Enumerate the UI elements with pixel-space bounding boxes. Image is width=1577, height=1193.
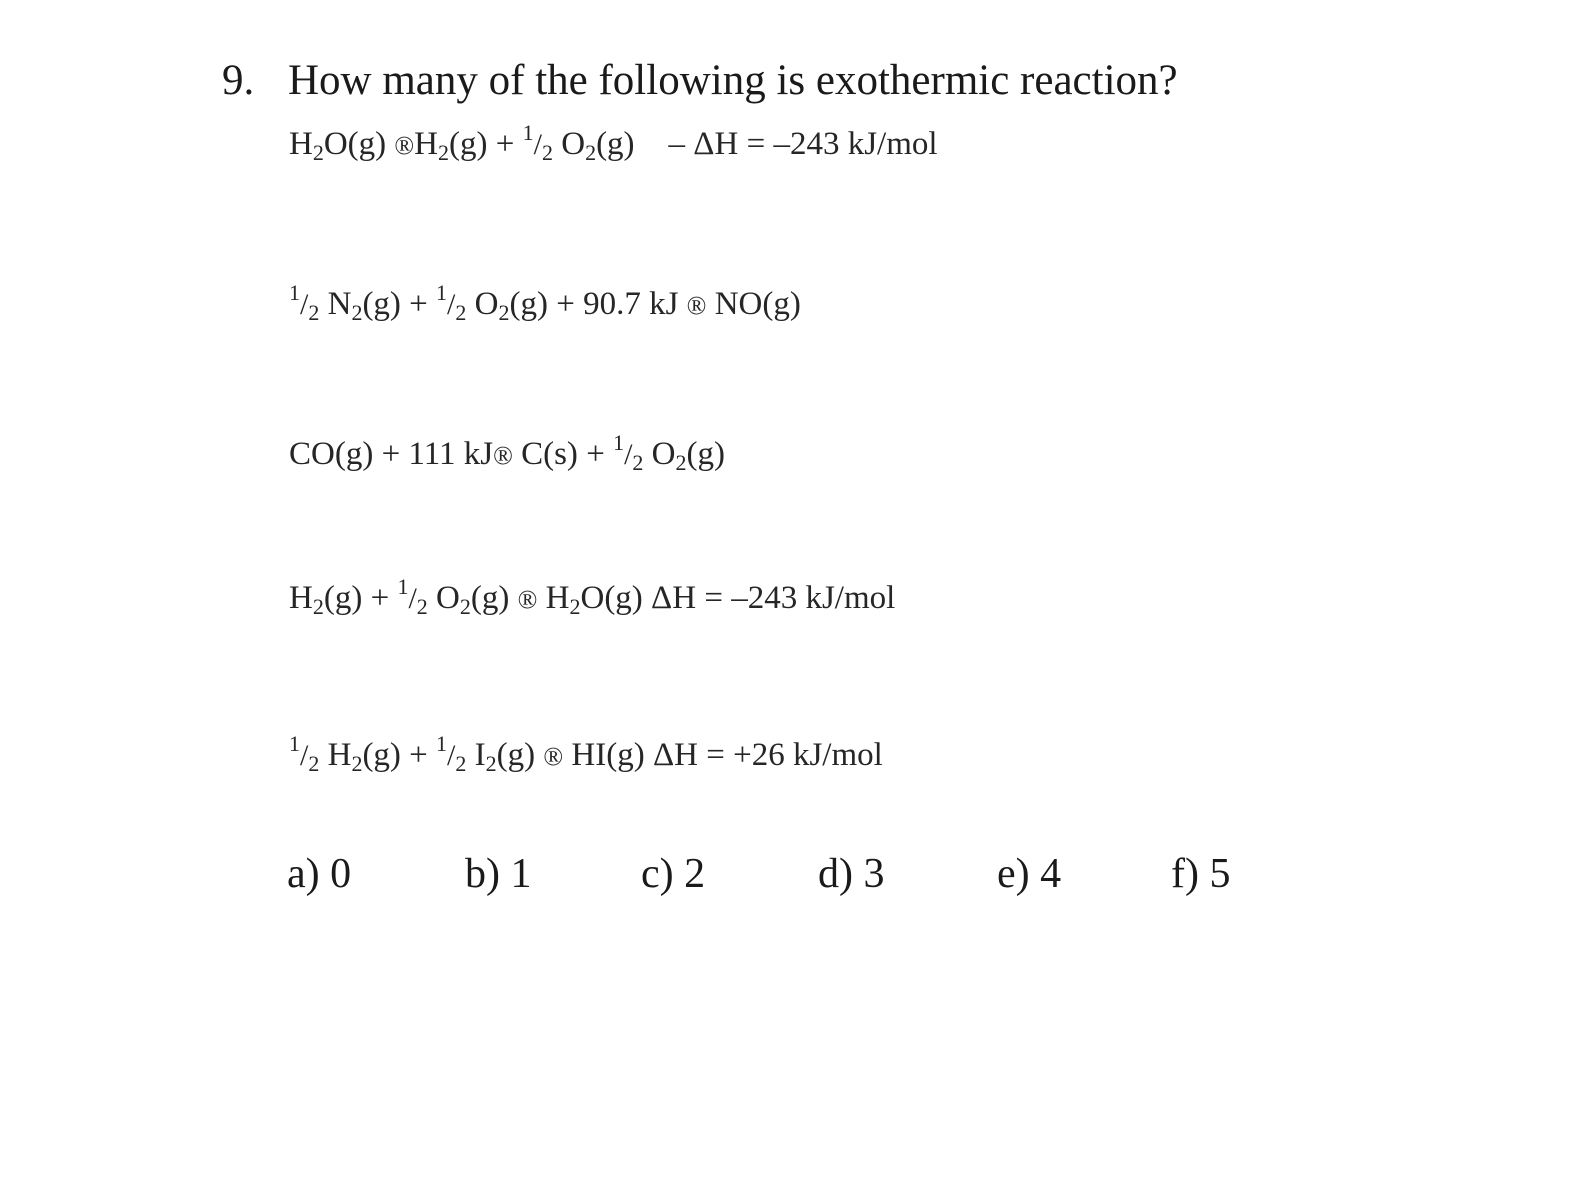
eq5-text: H — [327, 737, 352, 773]
half-fraction — [289, 280, 320, 325]
plus-sign: + — [400, 737, 437, 773]
reaction-arrow-symbol: ® — [543, 742, 564, 771]
plus-sign: + — [362, 580, 398, 616]
fraction-slash: / — [408, 582, 417, 615]
fraction-numerator: 1 — [522, 120, 534, 145]
fraction-denominator: 2 — [541, 140, 553, 165]
fraction-denominator: 2 — [416, 594, 428, 619]
eq4-text: H — [289, 580, 313, 616]
fraction-denominator: 2 — [308, 300, 320, 325]
half-fraction — [522, 120, 553, 165]
plus-sign: + — [577, 436, 614, 472]
eq2-sub: 2 — [498, 300, 510, 325]
answer-options — [0, 846, 1577, 902]
fraction-numerator: 1 — [436, 280, 448, 305]
fraction-slash: / — [447, 739, 456, 772]
eq3-text: (g) — [686, 436, 725, 472]
eq3-sub: 2 — [675, 450, 687, 475]
option-c[interactable]: c) 2 — [641, 851, 706, 897]
eq5-sub: 2 — [351, 751, 363, 776]
eq2-text: (g) + 90.7 kJ — [509, 286, 687, 322]
eq2-text: (g) — [362, 286, 401, 322]
eq3-text: CO(g) + 111 kJ — [289, 436, 494, 472]
eq1-sub: 2 — [438, 140, 450, 165]
reaction-arrow-symbol: ® — [493, 441, 513, 470]
question-heading — [222, 52, 1178, 110]
eq5-text: I — [474, 737, 486, 773]
eq4-text: (g) — [470, 580, 518, 616]
fraction-denominator: 2 — [455, 300, 467, 325]
fraction-numerator: 1 — [613, 430, 625, 455]
eq2-text: NO(g) — [706, 286, 801, 322]
question-number: 9. — [222, 57, 255, 104]
eq5-text: (g) — [362, 737, 401, 773]
eq1-text: O(g) — [323, 126, 395, 162]
eq1-sub: 2 — [585, 140, 597, 165]
eq4-text: O — [436, 580, 460, 616]
eq4-sub: 2 — [569, 594, 581, 619]
fraction-denominator: 2 — [632, 450, 644, 475]
reaction-arrow-symbol: ® — [394, 131, 415, 160]
eq4-sub: 2 — [312, 594, 324, 619]
eq1-sub: 2 — [312, 140, 324, 165]
eq5-text: HI(g) ΔH = +26 kJ/mol — [563, 737, 883, 773]
fraction-slash: / — [300, 288, 309, 321]
fraction-slash: / — [624, 438, 633, 471]
equation-3 — [289, 432, 725, 478]
fraction-slash: / — [447, 288, 456, 321]
fraction-denominator: 2 — [455, 751, 467, 776]
half-fraction — [436, 731, 467, 776]
eq2-sub: 2 — [351, 300, 363, 325]
eq3-text: C(s) — [512, 436, 578, 472]
eq1-text: H — [414, 126, 439, 162]
eq4-text: O(g) ΔH = –243 kJ/mol — [580, 580, 896, 616]
half-fraction — [436, 280, 467, 325]
option-e[interactable]: e) 4 — [997, 851, 1062, 897]
fraction-slash: / — [533, 128, 542, 161]
eq2-text: O — [474, 286, 499, 322]
eq4-sub: 2 — [459, 594, 471, 619]
reaction-arrow-symbol: ® — [517, 585, 538, 614]
equation-2 — [289, 282, 801, 328]
half-fraction — [613, 430, 644, 475]
fraction-numerator: 1 — [289, 280, 300, 305]
option-a[interactable]: a) 0 — [287, 851, 352, 897]
fraction-numerator: 1 — [289, 731, 300, 756]
plus-sign: + — [487, 126, 523, 162]
fraction-slash: / — [300, 739, 309, 772]
eq1-text: H — [289, 126, 313, 162]
eq1-text: O — [561, 126, 586, 162]
fraction-numerator: 1 — [397, 574, 409, 599]
half-fraction — [289, 731, 320, 776]
option-b[interactable]: b) 1 — [465, 851, 532, 897]
reaction-arrow-symbol: ® — [686, 291, 707, 320]
half-fraction — [397, 574, 428, 619]
option-f[interactable]: f) 5 — [1171, 851, 1231, 897]
eq1-text: (g) — [596, 126, 635, 162]
question-text: How many of the following is exothermic reaction? — [288, 57, 1178, 104]
equation-5 — [289, 733, 883, 779]
equation-1 — [289, 122, 938, 168]
plus-sign: + — [400, 286, 437, 322]
eq4-text: H — [537, 580, 570, 616]
eq1-enthalpy: – ΔH = –243 kJ/mol — [668, 126, 938, 162]
eq4-text: (g) — [323, 580, 363, 616]
eq1-text: (g) — [449, 126, 488, 162]
option-d[interactable]: d) 3 — [818, 851, 885, 897]
fraction-denominator: 2 — [308, 751, 320, 776]
eq3-text: O — [651, 436, 676, 472]
eq5-text: (g) — [496, 737, 544, 773]
eq2-text: N — [327, 286, 352, 322]
equation-4 — [289, 576, 895, 622]
eq5-sub: 2 — [485, 751, 497, 776]
fraction-numerator: 1 — [436, 731, 448, 756]
